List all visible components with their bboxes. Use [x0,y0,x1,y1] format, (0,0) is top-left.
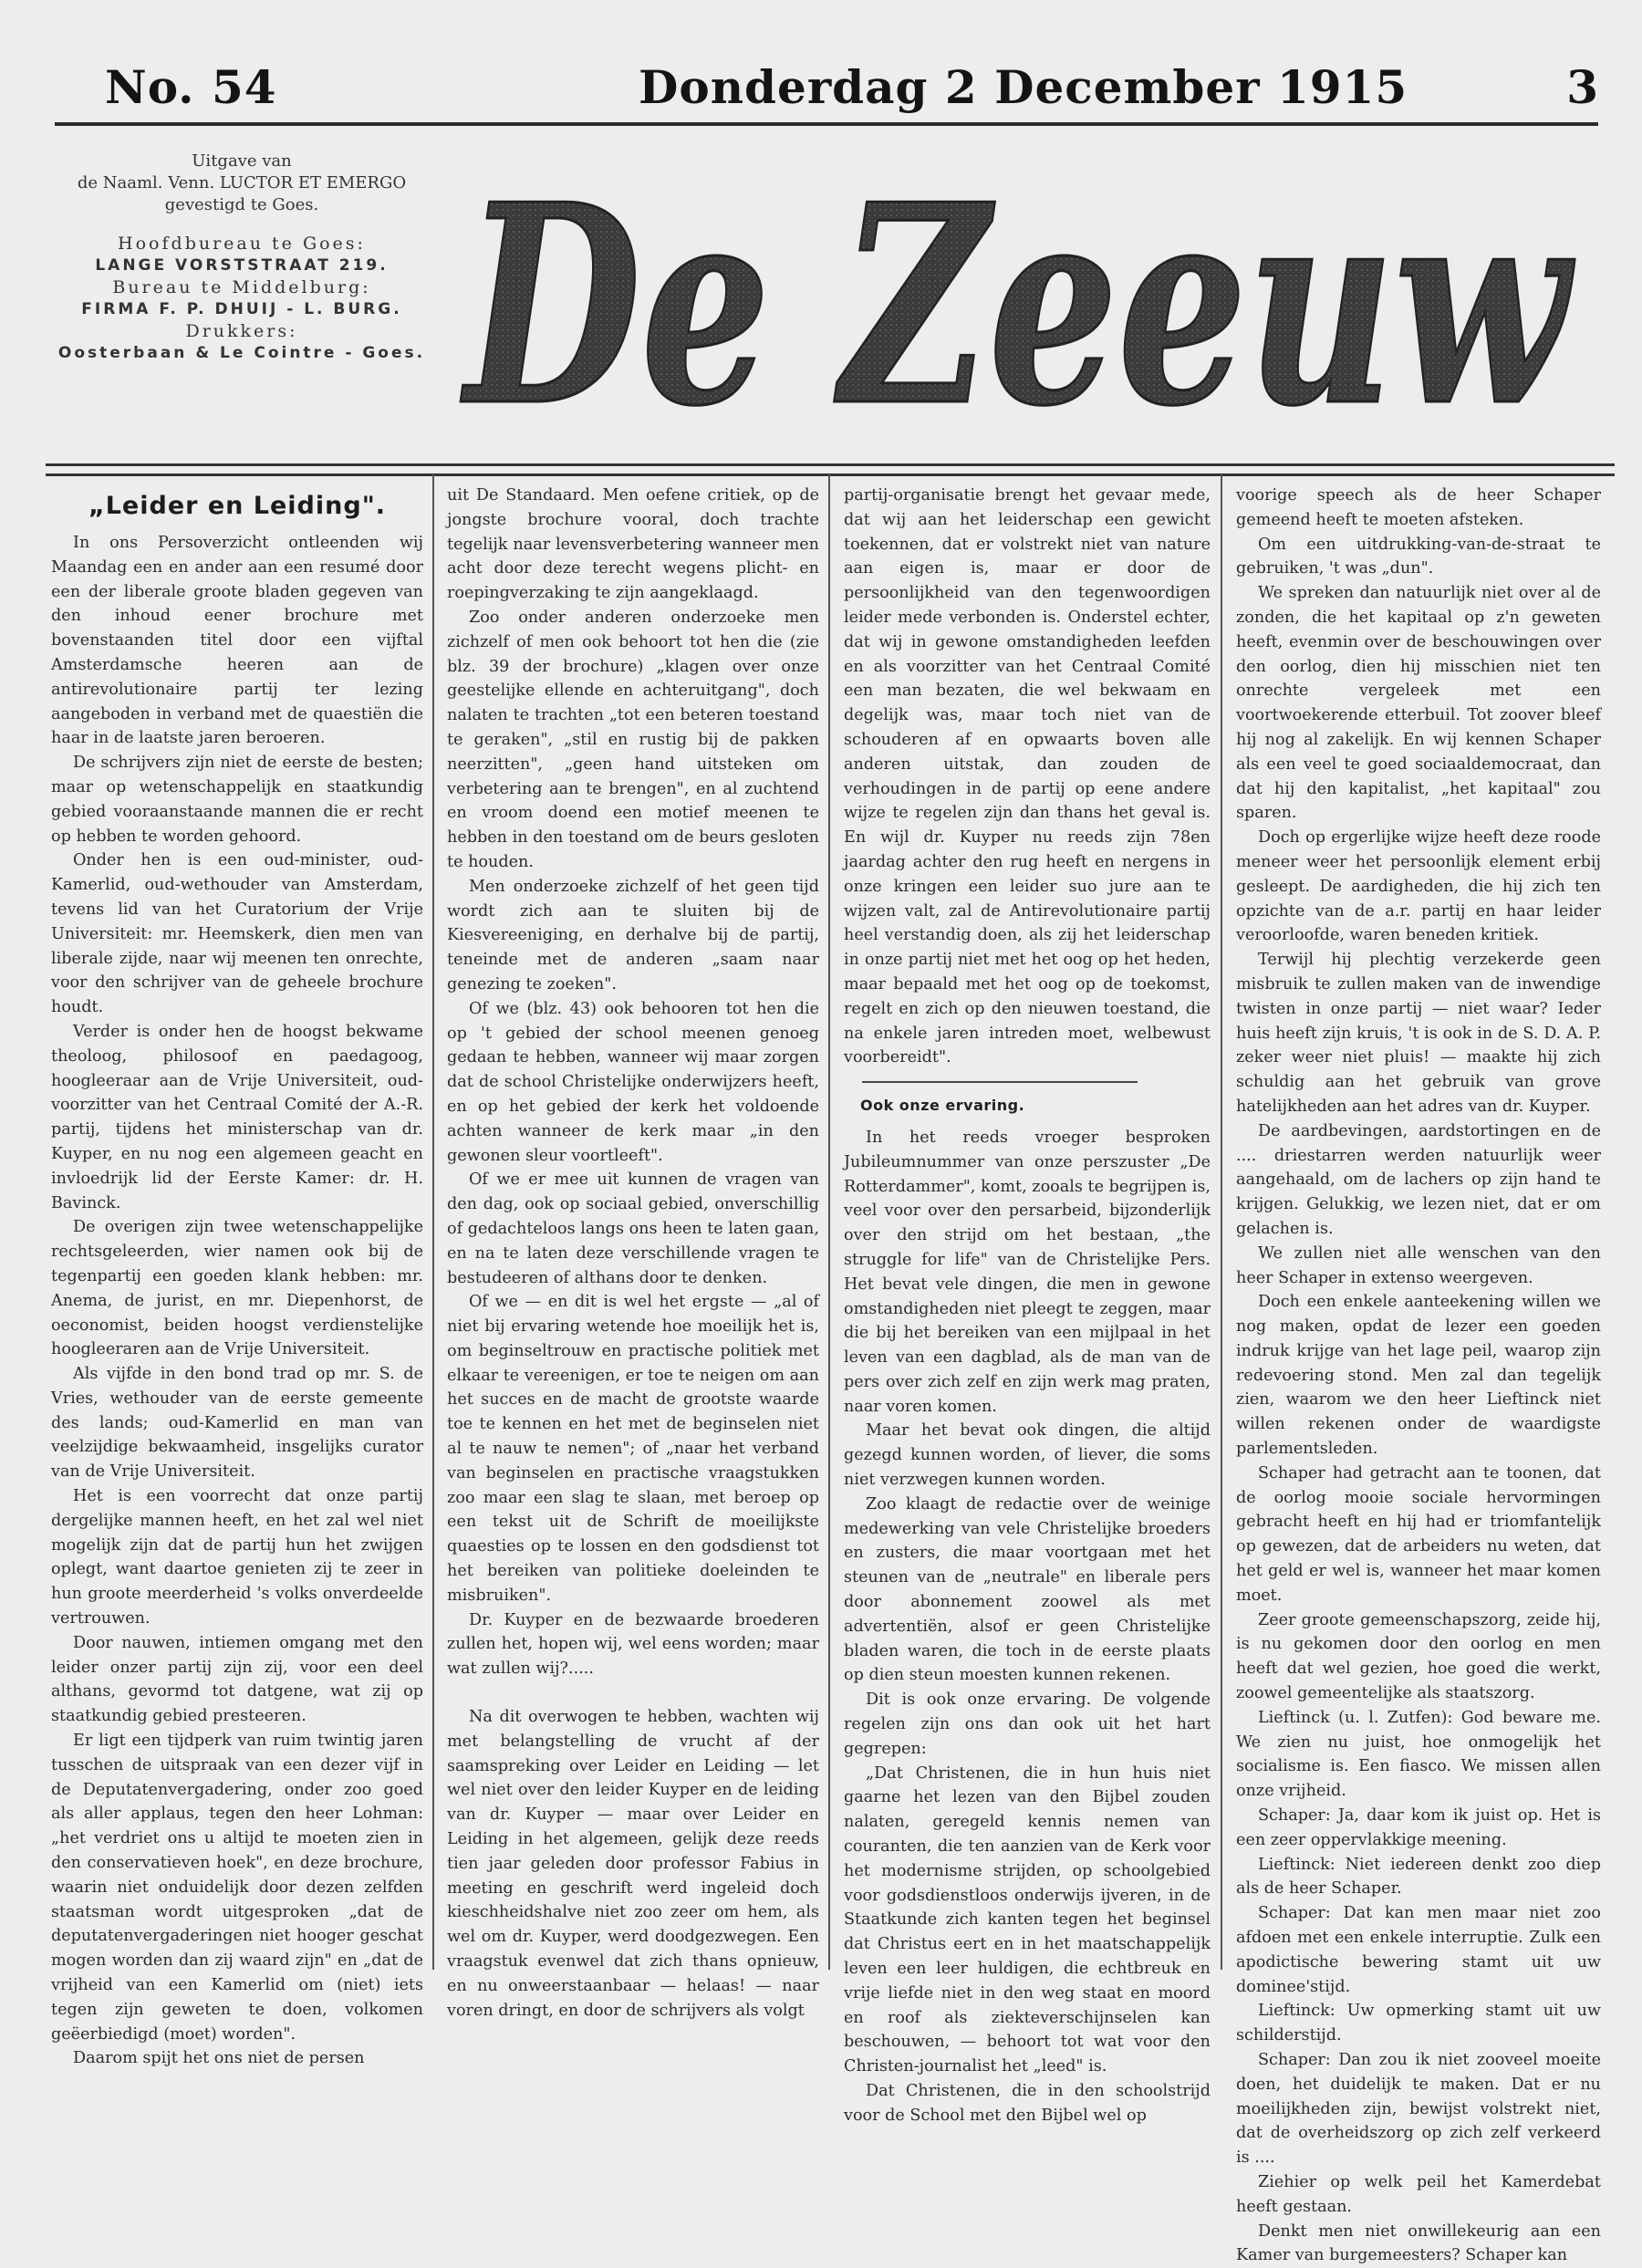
paragraph: In ons Persoverzicht ontleenden wij Maandag een en ander aan een resumé door een der liberale groote bladen gegeven van den inhoud eener brochure met bovenstaanden titel door een vijftal Amsterdamsche heeren aan de antirevolutionaire partij ter lezing aangeboden in verband met de quaestiën die haar in de laatste jaren beroeren. [51,534,423,748]
spacer [447,1681,819,1705]
paragraph: Om een uitdrukking-van-de-straat te gebruiken, 't was „dun". [1236,535,1601,578]
paragraph: Lieftinck (u. l. Zutfen): God beware me. We zien nu juist, hoe onmogelijk het socialisme is. Een fiasco. We missen allen onze vrijheid. [1236,1708,1601,1801]
paragraph: Ziehier op welk peil het Kamerdebat heeft gestaan. [1236,2172,1601,2216]
column-3 [844,484,1211,2125]
paragraph: Schaper had getracht aan te toonen, dat de oorlog mooie sociale hervormingen gebracht heeft en hij had er triomfantelijk op gewezen, dat de arbeiders nu weten, dat het geld er wel is, wanneer het maar komen moet. [1236,1463,1601,1605]
paragraph: De schrijvers zijn niet de eerste de besten; maar op wetenschappelijk en staatkundig gebied vooraanstaande mannen die er recht op hebben te worden gehoord. [51,754,423,846]
paragraph: De aardbevingen, aardstortingen en de .... driestarren werden natuurlijk weer aangehaald, om de lachers op zijn hand te krijgen. Gelukkig, we lezen niet, dat er om gelachen is. [1236,1121,1601,1238]
paragraph: voorige speech als de heer Schaper gemeend heeft te moeten afsteken. [1236,486,1601,529]
publisher-line: gevestigd te Goes. [164,195,319,214]
paragraph: In het reeds vroeger besproken Jubileumnummer van onze perszuster „De Rotterdammer", komt, zooals te begrijpen is, veel voor over den persarbeid, bijzonderlijk over den strijd om het bestaan, „the struggle for life" van de Christelijke Pers. Het bevat vele dingen, die men in gewone omstandigheden niet pleegt te zeggen, maar die bij het bereiken van een mijlpaal in het leven van een dagblad, als de man van de pers over zich zelf en zijn werk mag praten, naar voren komen. [844,1128,1211,1416]
printers-name: Oosterbaan & Le Cointre - Goes. [57,344,426,362]
publisher-line: de Naaml. Venn. LUCTOR ET EMERGO [77,173,407,192]
paragraph: Als vijfde in den bond trad op mr. S. de Vries, wethouder van de eerste gemeente des lands; oud-Kamerlid en man van veelzijdige bekwaamheid, insgelijks curator van de Vrije Universiteit. [51,1365,423,1482]
paragraph: „Dat Christenen, die in hun huis niet gaarne het lezen van den Bijbel zouden nalaten, geregeld kennis nemen van couranten, die ten aanzien van de Kerk voor het modernisme strijden, op schoolgebied voor godsdienstloos onderwijs ijveren, in de Staatkunde zich kanten tegen het beginsel dat Christus eert en in het maatschappelijk leven een leer huldigen, die echtbreuk en vrije liefde niet in den weg staat en moord en roof als ziekteverschijnselen kan beschouwen, — behoort tot wat voor den Christen-journalist het „leed" is. [844,1763,1211,2076]
newspaper-title-logo [452,137,1583,466]
paragraph: Zoo klaagt de redactie over de weinige medewerking van vele Christelijke broeders en zusters, die maar voortgaan met het steunen van de „neutrale" en liberale pers door abonnement zoowel als met advertentiën, alsof er geen Christelijke bladen waren, die toch in de eerste plaats op dien steun moesten kunnen rekenen. [844,1494,1211,1685]
paragraph: Verder is onder hen de hoogst bekwame theoloog, philosoof en paedagoog, hoogleeraar aan de Vrije Universiteit, oud-voorzitter van het Centraal Comité der A.-R. partij, tijdens het ministerschap van dr. Kuyper, en nu nog een algemeen geacht en invloedrijk lid der Eerste Kamer: dr. H. Bavinck. [51,1022,423,1212]
bureau-label: Bureau te Middelburg: [112,277,371,297]
paragraph: Schaper: Ja, daar kom ik juist op. Het is een zeer oppervlakkige meening. [1236,1806,1601,1849]
paragraph: Denkt men niet onwillekeurig aan een Kamer van burgemeesters? Schaper kan [1236,2221,1601,2265]
paragraph: Maar het bevat ook dingen, die altijd gezegd kunnen worden, of liever, die soms niet verzwegen kunnen worden. [844,1421,1211,1490]
paragraph: Dit is ook onze ervaring. De volgende regelen zijn ons dan ook uit het hart gegrepen: [844,1691,1211,1758]
paragraph: uit De Standaard. Men oefene critiek, op de jongste brochure vooral, doch trachte tegelijk naar levensverbetering wanneer men acht door deze terecht wegens plicht- en roepingverzaking te zijn aangeklaagd. [447,486,819,603]
paragraph: We zullen niet alle wenschen van den heer Schaper in extenso weergeven. [1236,1243,1601,1287]
column-divider [432,474,434,1970]
paragraph: Door nauwen, intiemen omgang met den leider onzer partij zijn zij, voor een deel althans, gevormd tot datgene, wat zij op staatkundig gebied presteeren. [51,1633,423,1726]
masthead-rule [55,122,1598,126]
page-number-edge: 3 [1566,60,1598,114]
headquarters-address: LANGE VORSTSTRAAT 219. [95,256,389,275]
section-rule [46,463,1615,476]
paragraph: Doch op ergerlijke wijze heeft deze roode meneer weer het persoonlijk element erbij gesleept. De aardigheden, die hij zich ten opzichte van de a.r. partij en haar leider veroorloofde, waren beneden kritiek. [1236,828,1601,945]
article-headline: „Leider en Leiding". [88,492,387,520]
paragraph: Schaper: Dat kan men maar niet zoo afdoen met een enkele interruptie. Zulk een apodictische bewering stamt uit uw dominee'stijd. [1236,1904,1601,1996]
paragraph: Het is een voorrecht dat onze partij dergelijke mannen heeft, en het zal wel niet mogelijk zijn dat de partij hun het zwijgen oplegt, want daartoe genieten zij te zeer in hun groote meerderheid 's volks onverdeelde vertrouwen. [51,1487,423,1628]
paragraph: Zoo onder anderen onderzoeke men zichzelf of men ook behoort tot hen die (zie blz. 39 der brochure) „klagen over onze geestelijke ellende en achteruitgang", doch nalaten te trachten „tot een beteren toestand te geraken", „stil en rustig bij de pakken neerzitten", „geen hand uitsteken om verbetering aan te brengen", en al zuchtend en vroom doend een motief meenen te hebben in den toestand om de beurs gesloten te houden. [447,608,819,871]
masthead-top [55,40,1598,131]
newspaper-title [452,137,1583,466]
title-text: De Zeeuw [459,144,1575,466]
paragraph: Of we — en dit is wel het ergste — „al of niet bij ervaring wetende hoe moeilijk het is, om beginseltrouw en practische politiek met elkaar te vereenigen, er toe te neigen om aan het succes en de macht de grootste waarde toe te kennen en het met de beginselen niet al te nauw te nemen"; of „naar het verband van beginselen en practische vraagstukken zoo maar een slag te slaan, met beroep op een tekst uit de Schrift de moeilijkste quaesties op te lossen en den godsdienst tot het bereiken van politieke doeleinden te misbruiken". [447,1293,819,1605]
paragraph: Doch een enkele aanteekening willen we nog maken, opdat de lezer een goeden indruk krijge van het lage peil, waarop zijn redevoering stond. Men zal dan tegelijk zien, waarom we den heer Lieftinck niet willen rekenen onder de waardigste parlementsleden. [1236,1293,1601,1459]
column-1 [51,484,423,2068]
bureau-address: FIRMA F. P. DHUIJ - L. BURG. [81,300,402,318]
column-divider [828,474,830,1970]
headquarters-label: Hoofdbureau te Goes: [118,234,366,254]
publisher-line: Uitgave van [192,151,292,171]
printers-label: Drukkers: [185,321,298,341]
paragraph: Er ligt een tijdperk van ruim twintig jaren tusschen de uitspraak van een dezer vijf in de Deputatenvergadering, onder zoo goed als aller applaus, tegen den heer Lohman: „het verdriet ons u altijd te moeten zien in den conservatieven hoek", en deze brochure, waarin niet onduidelijk door dezen zelfden staatsman wordt uitgesproken „dat de deputatenvergaderingen niet hooger geschat mogen worden dan zij waard zijn" en „dat de vrijheid van een Kamerlid om (niet) iets tegen zijn geweten te doen, volkomen geëerbiedigd (moet) worden". [51,1732,423,2044]
paragraph: Of we er mee uit kunnen de vragen van den dag, ook op sociaal gebied, onverschillig of gedachteloos langs ons heen te laten gaan, en na te laten deze verschillende vragen te bestudeeren of althans door te denken. [447,1170,819,1287]
paragraph: Na dit overwogen te hebben, wachten wij met belangstelling de vrucht af der saamspreking over Leider en Leiding — let wel niet over den leider Kuyper en de leiding van dr. Kuyper — maar over Leider en Leiding in het algemeen, gelijk deze reeds tien jaar geleden door professor Fabius in meeting en geschrift werd ingeleid doch kieschheidshalve niet zoo zeer om hem, als wel om dr. Kuyper, werd doodgezwegen. Een vraagstuk evenwel dat zich thans opnieuw, en nu onweerstaanbaar — helaas! — naar voren dringt, en door de schrijvers als volgt [447,1708,819,2020]
paragraph: Dat Christenen, die in den schoolstrijd voor de School met den Bijbel wel op [844,2082,1211,2125]
paragraph: Men onderzoeke zichzelf of het geen tijd wordt zich aan te sluiten bij de Kiesvereeniging, en derhalve bij de partij, teneinde met de anderen „saam naar genezing te zoeken". [447,877,819,994]
article-subhead: Ook onze ervaring. [860,1097,1025,1115]
paragraph: partij-organisatie brengt het gevaar mede, dat wij aan het leiderschap een gewicht toekennen, dat er volstrekt niet van nature aan eigen is, maar er door de persoonlijkheid van den tegenwoordigen leider mede verbonden is. Onderstel echter, dat wij in gewone omstandigheden leefden en als voorzitter van het Centraal Comité een man bezaten, die wel bekwaam en degelijk was, maar toch niet van de schouderen af en opwaarts boven alle anderen uitstak, dan zouden de verhoudingen in de partij op eene andere wijze te regelen zijn dan thans het geval is. En wijl dr. Kuyper nu reeds zijn 78en jaardag achter den rug heeft en nergens in onze kringen een leider suo jure aan te wijzen valt, zal de Antirevolutionaire partij heel verstandig doen, als zij het leiderschap in onze partij niet met het oog op het heden, maar bepaald met het oog op de toekomst, regelt en zich op den nieuwen toestand, die na enkele jaren intreden moet, welbewust voorbereidt". [844,486,1211,1067]
issue-date: Donderdag 2 December 1915 [639,60,1408,114]
issue-number: No. 54 [105,60,277,114]
column-4 [1236,484,1601,2265]
article-separator [862,1081,1138,1083]
paragraph: Onder hen is een oud-minister, oud-Kamerlid, oud-wethouder van Amsterdam, tevens lid van het Curatorium der Vrije Universiteit: mr. Heemskerk, dien men van liberale zijde, naar wij meenen ten onrechte, voor den schrijver van de geheele brochure houdt. [51,851,423,1017]
paragraph: We spreken dan natuurlijk niet over al de zonden, die het kapitaal op z'n geweten heeft, evenmin over de beschouwingen over den oorlog, dien hij misschien niet ten onrechte vergeleek met een voortwoekerende etterbuil. Tot zoover bleef hij nog al zakelijk. En wij kennen Schaper als een veel te goed sociaaldemocraat, dan dat hij den kapitalist, „het kapitaal" zou sparen. [1236,584,1601,823]
paragraph: Terwijl hij plechtig verzekerde geen misbruik te zullen maken van de inwendige twisten in onze partij — niet waar? Ieder huis heeft zijn kruis, 't is ook in de S. D. A. P. zeker weer niet pluis! — maakte hij zich schuldig aan het gebruik van grove hatelijkheden aan het adres van dr. Kuyper. [1236,951,1601,1116]
paragraph: Lieftinck: Niet iedereen denkt zoo diep als de heer Schaper. [1236,1855,1601,1899]
paragraph: Zeer groote gemeenschapszorg, zeide hij, is nu gekomen door den oorlog en men heeft dat wel gezien, hoe goed die werkt, zoowel gemeentelijke als staatszorg. [1236,1610,1601,1703]
column-divider [1221,474,1222,1970]
paragraph: Dr. Kuyper en de bezwaarde broederen zullen het, hopen wij, wel eens worden; maar wat zullen wij?..... [447,1610,819,1679]
paragraph: Lieftinck: Uw opmerking stamt uit uw schilderstijd. [1236,2002,1601,2045]
publisher-block [50,151,433,380]
paragraph: De overigen zijn twee wetenschappelijke rechtsgeleerden, wier namen ook bij de tegenpartij een goeden klank hebben: mr. Anema, de jurist, en mr. Diepenhorst, de oeconomist, beiden hoogst verdienstelijke hoogleeraren aan de Vrije Universiteit. [51,1218,423,1359]
paragraph: Of we (blz. 43) ook behooren tot hen die op 't gebied der school meenen genoeg gedaan te hebben, wanneer wij maar zorgen dat de school Christelijke onderwijzers heeft, en op het gebied der kerk het voldoende achten wanneer de kerk maar „in den gewonen sleur voortleeft". [447,999,819,1165]
column-2 [447,484,819,2020]
paragraph: Daarom spijt het ons niet de persen [73,2049,365,2068]
paragraph: Schaper: Dan zou ik niet zooveel moeite doen, het duidelijk te maken. Dat er nu moeilijkheden zijn, bewijst volstrekt niet, dat de overheidszorg op zich zelf verkeerd is .... [1236,2051,1601,2168]
